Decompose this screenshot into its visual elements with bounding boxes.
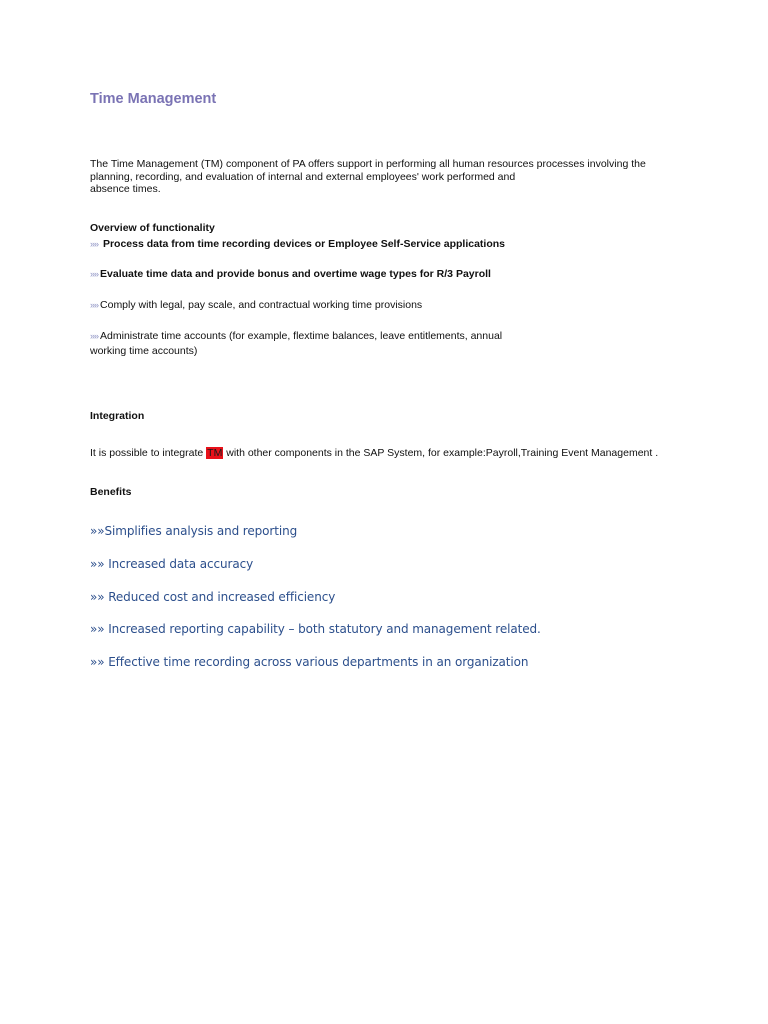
overview-item-text-continued: working time accounts) <box>90 345 198 357</box>
overview-item-text: Process data from time recording devices or Employee Self-Service applications <box>102 238 506 250</box>
benefit-item: »» Increased data accuracy <box>90 557 254 571</box>
double-chevron-icon: »» <box>90 269 99 279</box>
overview-item <box>90 268 491 280</box>
benefit-item: »» Increased reporting capability – both statutory and management related. <box>90 622 541 636</box>
intro-paragraph <box>90 158 690 196</box>
highlighted-term: TM <box>207 447 223 459</box>
integration-text <box>90 447 658 459</box>
benefits-heading: Benefits <box>90 486 132 498</box>
page-title: Time Management <box>90 91 217 107</box>
double-chevron-icon: »» <box>90 239 99 249</box>
overview-item <box>90 299 422 311</box>
integration-heading: Integration <box>90 410 145 422</box>
integration-text-after: with other components in the SAP System, for example:Payroll,Training Event Management . <box>223 447 659 459</box>
overview-item-text: Evaluate time data and provide bonus and overtime wage types for R/3 Payroll <box>100 268 491 280</box>
integration-text-before: It is possible to integrate <box>90 447 207 459</box>
intro-line: planning, recording, and evaluation of internal and external employees' work performed and <box>90 170 516 183</box>
intro-line: The Time Management (TM) component of PA offers support in performing all human resources processes involving the <box>90 158 646 170</box>
benefit-item: »» Reduced cost and increased efficiency <box>90 590 336 604</box>
overview-item-text: Comply with legal, pay scale, and contractual working time provisions <box>100 299 423 311</box>
double-chevron-icon: »» <box>90 331 99 341</box>
double-chevron-icon: »» <box>90 300 99 310</box>
intro-line: absence times. <box>90 183 161 195</box>
benefit-item: »»Simplifies analysis and reporting <box>90 524 298 538</box>
overview-heading: Overview of functionality <box>90 222 215 234</box>
overview-item <box>90 238 505 250</box>
overview-item-text: Administrate time accounts (for example, flextime balances, leave entitlements, annual <box>100 330 503 342</box>
benefit-item: »» Effective time recording across various departments in an organization <box>90 655 529 669</box>
overview-item <box>90 329 502 359</box>
